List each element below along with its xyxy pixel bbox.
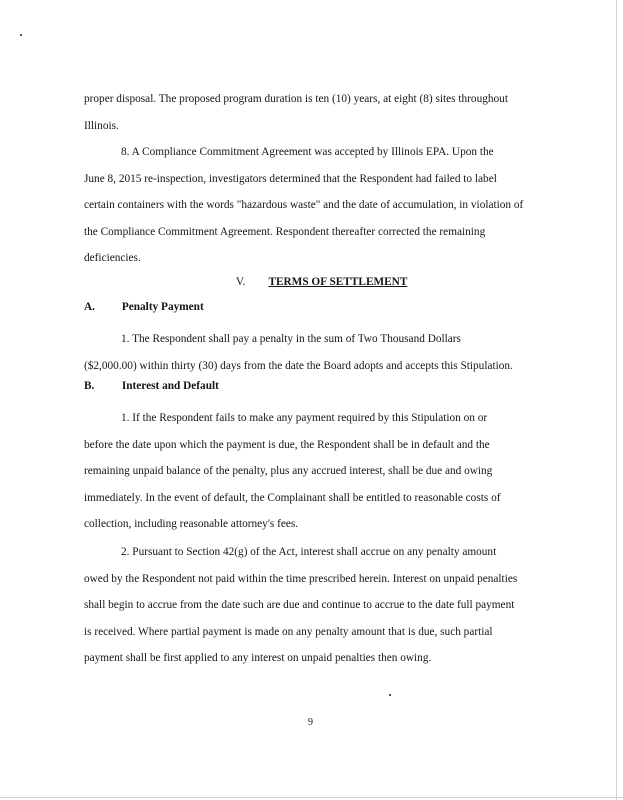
subsection-letter: A. xyxy=(84,301,95,313)
scan-edge-right xyxy=(616,0,617,800)
text-line: immediately. In the event of default, the Complainant shall be entitled to reasonable costs of xyxy=(84,491,501,504)
text-line: proper disposal. The proposed program duration is ten (10) years, at eight (8) sites throughout xyxy=(84,93,508,105)
text-line: shall begin to accrue from the date such are due and continue to accrue to the date full payment xyxy=(84,599,515,611)
subsection-a-heading xyxy=(84,301,204,313)
text-line: certain containers with the words "hazardous waste" and the date of accumulation, in violation of xyxy=(84,199,524,211)
subsection-title: Interest and Default xyxy=(121,380,219,392)
text-line: the Compliance Commitment Agreement. Respondent thereafter corrected the remaining xyxy=(84,225,486,238)
paragraph-interest xyxy=(84,539,539,672)
text-line: is received. Where partial payment is made on any penalty amount that is due, such partial xyxy=(84,625,493,638)
text-line: 8. A Compliance Commitment Agreement was accepted by Illinois EPA. Upon the xyxy=(121,146,494,158)
section-number: V. xyxy=(235,276,246,288)
text-line: before the date upon which the payment is due, the Respondent shall be in default and the xyxy=(84,438,490,451)
paragraph-default xyxy=(84,405,539,538)
text-line: Illinois. xyxy=(84,119,119,132)
text-line: ($2,000.00) within thirty (30) days from the date the Board adopts and accepts this Stipulation. xyxy=(84,359,513,372)
text-line: collection, including reasonable attorney's fees. xyxy=(84,518,299,530)
text-line: 2. Pursuant to Section 42(g) of the Act, interest shall accrue on any penalty amount xyxy=(121,546,497,558)
paragraph-8 xyxy=(84,139,539,272)
text-line: 1. If the Respondent fails to make any payment required by this Stipulation on or xyxy=(121,412,488,424)
scan-speck xyxy=(20,34,22,36)
text-line: deficiencies. xyxy=(84,252,141,264)
section-title: TERMS OF SETTLEMENT xyxy=(268,276,408,288)
text-line: payment shall be first applied to any interest on unpaid penalties then owing. xyxy=(84,652,432,664)
text-line: remaining unpaid balance of the penalty, plus any accrued interest, shall be due and owing xyxy=(84,465,493,477)
section-heading xyxy=(0,276,623,288)
paragraph-disposal-continued xyxy=(84,86,539,139)
scan-edge-bottom xyxy=(0,797,623,798)
paragraph-penalty xyxy=(84,326,539,379)
text-line: June 8, 2015 re-inspection, investigators determined that the Respondent had failed to label xyxy=(84,172,497,185)
subsection-title: Penalty Payment xyxy=(121,301,204,313)
scan-speck xyxy=(389,694,391,696)
text-line: 1. The Respondent shall pay a penalty in the sum of Two Thousand Dollars xyxy=(121,333,461,345)
subsection-b-heading xyxy=(84,380,219,392)
subsection-letter: B. xyxy=(84,380,95,392)
text-line: owed by the Respondent not paid within the time prescribed herein. Interest on unpaid penalties xyxy=(84,572,518,585)
page-number: 9 xyxy=(308,717,313,728)
